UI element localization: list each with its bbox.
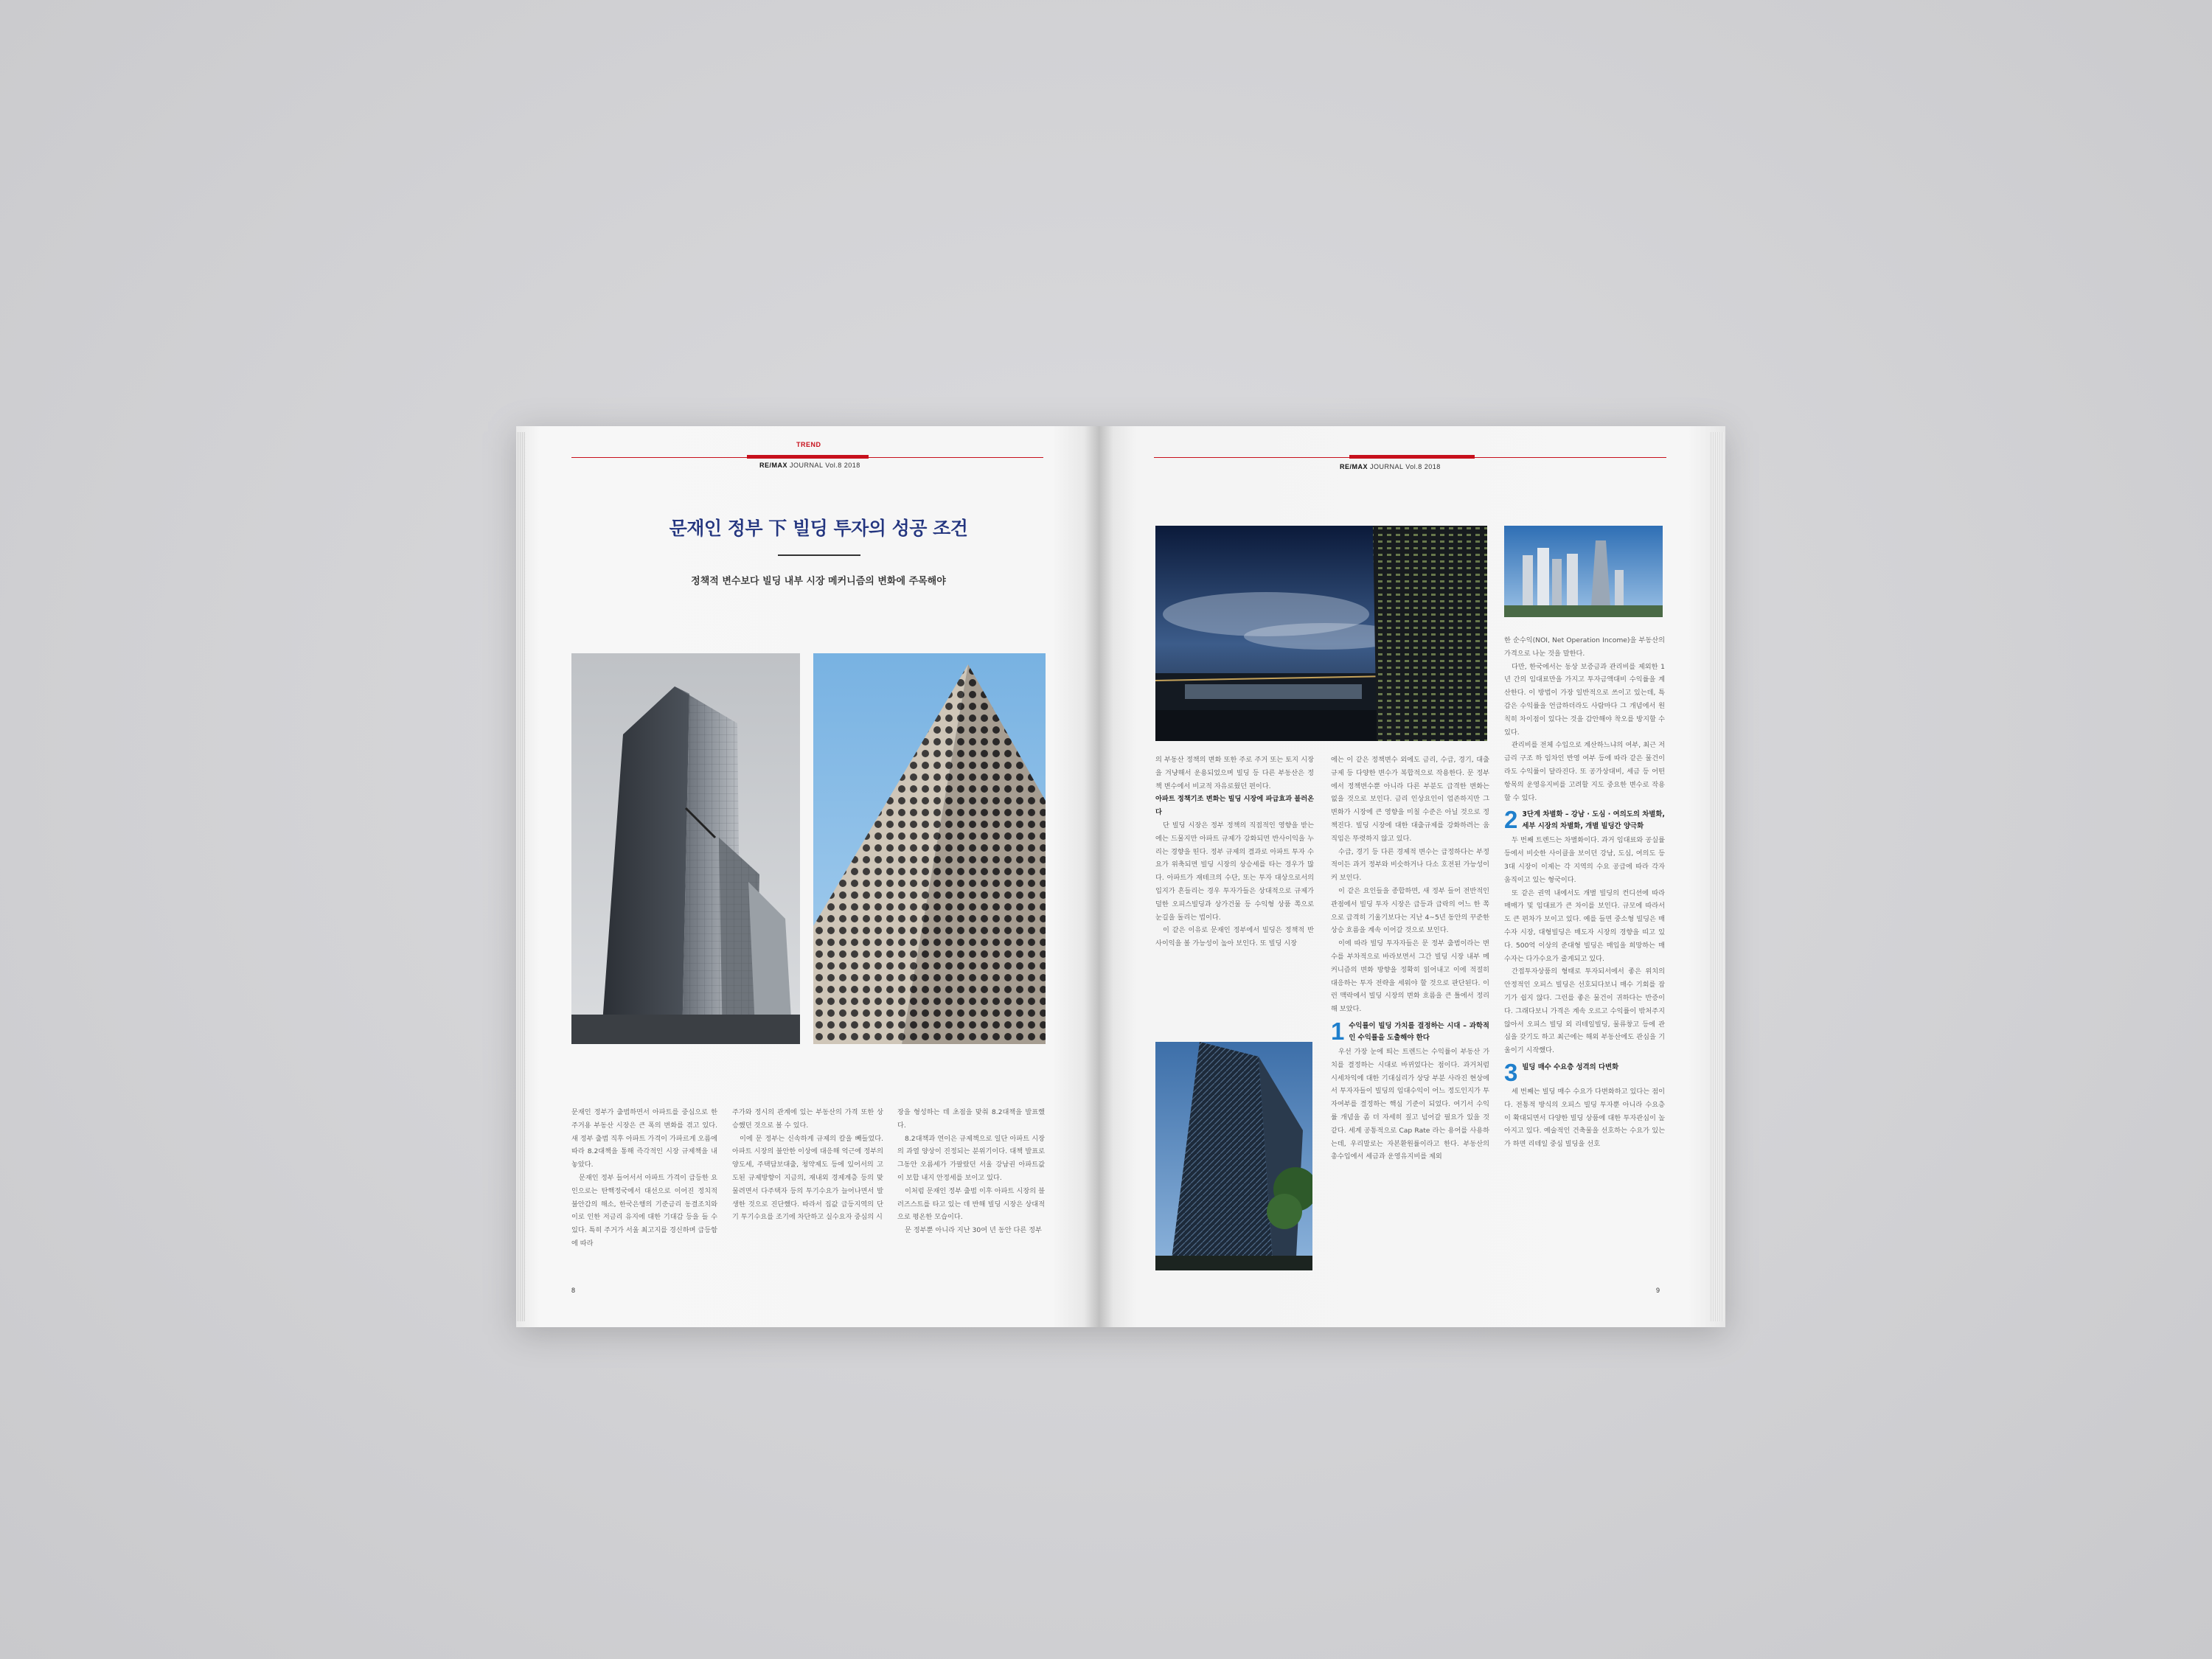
article-subtitle: 정책적 변수보다 빌딩 내부 시장 메커니즘의 변화에 주목해야 (691, 576, 946, 587)
brand-logo: RE/MAX (1340, 463, 1368, 470)
paragraph: 이에 문 정부는 신속하게 규제의 칼을 빼들었다. 아파트 시장의 불안한 이상에 대응해 억근에 정부의 양도세, 주택담보대출, 청약제도 등에 있어서의 고도된 규제방향이 지금의, 재내외 경제계층 등의 맞물려면서 다주택자 등의 투기수요가 늘어나면서 발생한 것으로 진단했다. 따라서 집값 급등지역의 단기 투기수요를 조기에 차단하고 실수요자 중심의 시 (732, 1134, 883, 1222)
paragraph: 우선 가장 눈에 띄는 트렌드는 수익률이 부동산 가치를 결정하는 시대로 바뀌었다는 점이다. 과거처럼 시세차익에 대한 기대심리가 상당 부분 사라진 현상에서 투자자들이 빌딩의 임대수익이 어느 정도인지가 투자여부를 결정하는 핵심 기준이 되었다. 여기서 수익률 개념을 좀 더 자세히 짚고 넘어갈 필요가 있을 것 같다. 세계 공통적으로 Cap Rate 라는 용어를 사용하는데, 우리말로는 자본환원률이라고 한다. 부동산의 총수입에서 세금과 운영유지비를 제외 (1331, 1047, 1489, 1161)
building-photo-1 (571, 653, 800, 1044)
right-column-3 (1504, 634, 1665, 1279)
section-heading-2 (1504, 806, 1665, 834)
glass-building-photo (1155, 1042, 1312, 1270)
spine-gutter (1084, 426, 1113, 1327)
brand-logo: RE/MAX (759, 462, 788, 469)
paragraph: 문재인 정부 들어서서 아파트 가격이 급등한 요인으로는 탄핵정국에서 대선으로 이어진 정치적 불안감의 해소, 한국은행의 기준금리 동결조치와 이로 인한 저금리 유지에 대한 기대감 등을 들 수 있다. 특히 주거가 서울 최고지를 경신하며 급등함에 따라 (571, 1173, 717, 1248)
journal-label: JOURNAL Vol.8 2018 (1370, 463, 1441, 470)
section-heading-1 (1331, 1017, 1489, 1045)
journal-label: JOURNAL Vol.8 2018 (790, 462, 860, 469)
paragraph: 관리비를 전체 수입으로 계산하느냐의 여부, 최근 저금리 구조 하 임차인 반영 여부 등에 따라 같은 물건이라도 수익률이 달라진다. 또 공가상대비, 세금 등 어떤 항목의 운영유지비를 고려할 지도 중요한 변수로 작용할 수 있다. (1504, 741, 1665, 802)
section-title: 수익률이 빌딩 가치를 결정하는 시대 – 과학적인 수익률을 도출해야 한다 (1349, 1021, 1489, 1042)
paragraph: 장을 형성하는 데 초점을 맞춰 8.2대책을 발표했다. (897, 1108, 1045, 1130)
right-brand-line (1340, 463, 1441, 470)
paragraph: 의 부동산 정책의 변화 또한 주로 주거 또는 토지 시장을 겨냥해서 운용되었으며 빌딩 등 다른 부동산은 정책 변수에서 비교적 자유로웠던 편이다. (1155, 756, 1314, 790)
paragraph: 수급, 경기 등 다른 경제적 변수는 급정하다는 부정적이든 과거 정부와 비슷하거나 다소 호전된 가능성이 커 보인다. (1331, 847, 1489, 883)
paragraph: 이 같은 이유로 문재인 정부에서 빌딩은 정책적 반사이익을 볼 가능성이 높아 보인다. 또 빌딩 시장 (1155, 926, 1314, 948)
right-column-2 (1331, 754, 1489, 1277)
right-column-1 (1155, 754, 1314, 1026)
paragraph: 두 번째 트렌드는 차별화이다. 과거 임대료와 공실률 등에서 비슷한 사이클을 보이던 강남, 도심, 여의도 등 3대 시장이 이제는 각 지역의 수요 공급에 따라 각자 움직이고 있는 형국이다. (1504, 836, 1665, 884)
left-header-tab (747, 455, 869, 459)
section-number: 3 (1504, 1058, 1518, 1086)
building-photo-2 (813, 653, 1046, 1044)
paragraph: 간접투자상품의 형태로 투자되서에서 좋은 위치의 안정적인 오피스 빌딩은 선호되다보니 매수 기회를 잡기가 쉽지 않다. 그런를 좋은 물건이 귀하다는 반증이다. 그래다보니 가격은 계속 오르고 수익률이 밖처주지 않아서 오피스 빌딩 외 리테일빌딩, 물류창고 등에 관심을 갖기도 하고 최근에는 해외 부동산에도 관심을 기울이기 시작했다. (1504, 967, 1665, 1055)
article-title: 문재인 정부 下 빌딩 투자의 성공 조건 (669, 518, 968, 539)
section-number: 1 (1331, 1017, 1345, 1045)
page-number-left: 8 (571, 1287, 576, 1294)
paragraph: 한 순수익(NOI, Net Operation Income)을 부동산의 가격으로 나눈 것을 말한다. (1504, 636, 1665, 658)
right-header-tab (1349, 455, 1475, 459)
section-number: 2 (1504, 806, 1518, 834)
section-title: 빌딩 매수 수요층 성격의 다변화 (1522, 1062, 1619, 1071)
page-number-right: 9 (1656, 1287, 1660, 1294)
skyline-photo (1504, 526, 1663, 617)
section-title: 3단계 차별화 – 강남 · 도심 · 여의도의 차별화, 세부 시장의 차별화, 개별 빌딩간 양극화 (1522, 810, 1665, 831)
section-tag: TREND (796, 441, 821, 448)
paragraph: 문 정부뿐 아니라 지난 30여 년 동안 다른 정부 (905, 1226, 1042, 1235)
paragraph: 이에 따라 빌딩 투자자들은 문 정부 출범이라는 변수를 부차적으로 바라보면서 그간 빌딩 시장 내부 메커니즘의 변화 방향을 정확히 읽어내고 이에 적절히 대응하는 투자 전략을 세워야 할 것으로 판단된다. 이런 맥락에서 빌딩 시장의 변화 흐름을 큰 틀에서 정리해 보았다. (1331, 939, 1489, 1014)
left-column-3 (897, 1106, 1045, 1261)
right-page-edge (1709, 432, 1724, 1321)
city-night-photo (1155, 526, 1487, 741)
title-rule (778, 554, 860, 556)
left-column-1 (571, 1106, 717, 1261)
paragraph: 세 번째는 빌딩 매수 수요가 다변화하고 있다는 점이다. 전통적 방식의 오피스 빌딩 투자뿐 아니라 수요층이 확대되면서 다양한 빌딩 상품에 대한 투자관심이 높아지고 있다. 예술적인 건축물을 선호하는 수요가 있는가 하면 리테일 중심 빌딩을 선호 (1504, 1087, 1665, 1149)
paragraph: 단 빌딩 시장은 정부 정책의 직접적인 영향을 받는 에는 드물지만 아파트 규제가 강화되면 반사이익을 누리는 경향을 띤다. 정부 규제의 결과로 아파트 투자 수요가 위축되면 빌딩 시장의 상승세를 타는 경우가 많다. 아파트가 재테크의 수단, 또는 투자 대상으로서의 입지가 흔들리는 경우 투자가들은 상대적으로 규제가 덜한 오피스빌딩과 상가건물 등 수익형 상품 쪽으로 눈길을 돌리는 법이다. (1155, 821, 1314, 922)
paragraph: 이처럼 문재인 정부 출범 이후 아파트 시장의 블러즈스트를 타고 있는 데 반해 빌딩 시장은 상대적으로 평온한 모습이다. (897, 1186, 1045, 1222)
paragraph-subheading: 아파트 정책기조 변화는 빌딩 시장에 파급효과 불러온다 (1155, 795, 1314, 817)
paragraph: 다만, 한국에서는 동상 보증금과 관리비를 제외한 1년 간의 임대료만을 가지고 투자금액대비 수익률을 계산한다. 이 방법이 가장 일반적으로 쓰이고 있는데, 특감은 수익률을 언급하더라도 사람마다 그 개념에서 원칙히 차이점이 있다는 것을 감안해야 착오를 방지할 수 있다. (1504, 662, 1665, 737)
paragraph: 에는 이 같은 정책변수 외에도 금리, 수급, 경기, 대출규제 등 다양한 변수가 복합적으로 작용한다. 문 정부에서 정책변수뿐 아니라 다른 부분도 급격한 변화는 없을 것으로 보인다. 금리 인상요인이 엄존하지만 그 변화가 시장에 큰 영향을 미칠 수준은 아닐 것으로 정책진다. 빌딩 시장에 대한 대출규제를 강화하려는 움직임은 뚜렷하지 않고 있다. (1331, 756, 1489, 843)
left-page-edge (516, 432, 525, 1321)
paragraph: 이 같은 요인들을 종합하면, 새 정부 들어 전반적인 관점에서 빌딩 투자 시장은 급등과 급락의 어느 한 쪽으로 급격히 기울기보다는 지난 4~5년 동안의 꾸준한 상승 흐름을 계속 이어갈 것으로 보인다. (1331, 886, 1489, 935)
paragraph: 주가와 정시의 관계에 있는 부동산의 가격 또한 상승했던 것으로 볼 수 있다. (732, 1108, 883, 1130)
left-brand-line (759, 462, 860, 469)
section-heading-3 (1504, 1058, 1665, 1086)
left-column-2 (732, 1106, 883, 1261)
paragraph: 문재인 정부가 출범하면서 아파트를 중심으로 한 주거용 부동산 시장은 큰 폭의 변화를 겪고 있다. 새 정부 출범 직후 아파트 가격이 가파르게 오름에 따라 8.2대책을 통해 즉각적인 시장 규제책을 내놓았다. (571, 1108, 717, 1169)
paragraph: 또 같은 권역 내에서도 개별 빌딩의 컨디션에 따라 매매가 및 임대료가 큰 차이를 보인다. 규모에 따라서도 큰 편차가 보이고 있다. 예를 들면 중소형 빌딩은 매수자 시장, 대형빌딩은 매도자 시장의 경향을 띠고 있다. 500억 이상의 준대형 빌딩은 매입을 희망하는 매수자는 다가수요가 줄게되고 있다. (1504, 888, 1665, 963)
paragraph: 8.2대책과 연이은 규제책으로 일단 아파트 시장의 과열 양상이 진정되는 분위기이다. 대책 발표로 그동안 오름세가 가팔랐던 서울 강남권 아파트값이 보합 내지 안정세를 보이고 있다. (897, 1134, 1045, 1182)
